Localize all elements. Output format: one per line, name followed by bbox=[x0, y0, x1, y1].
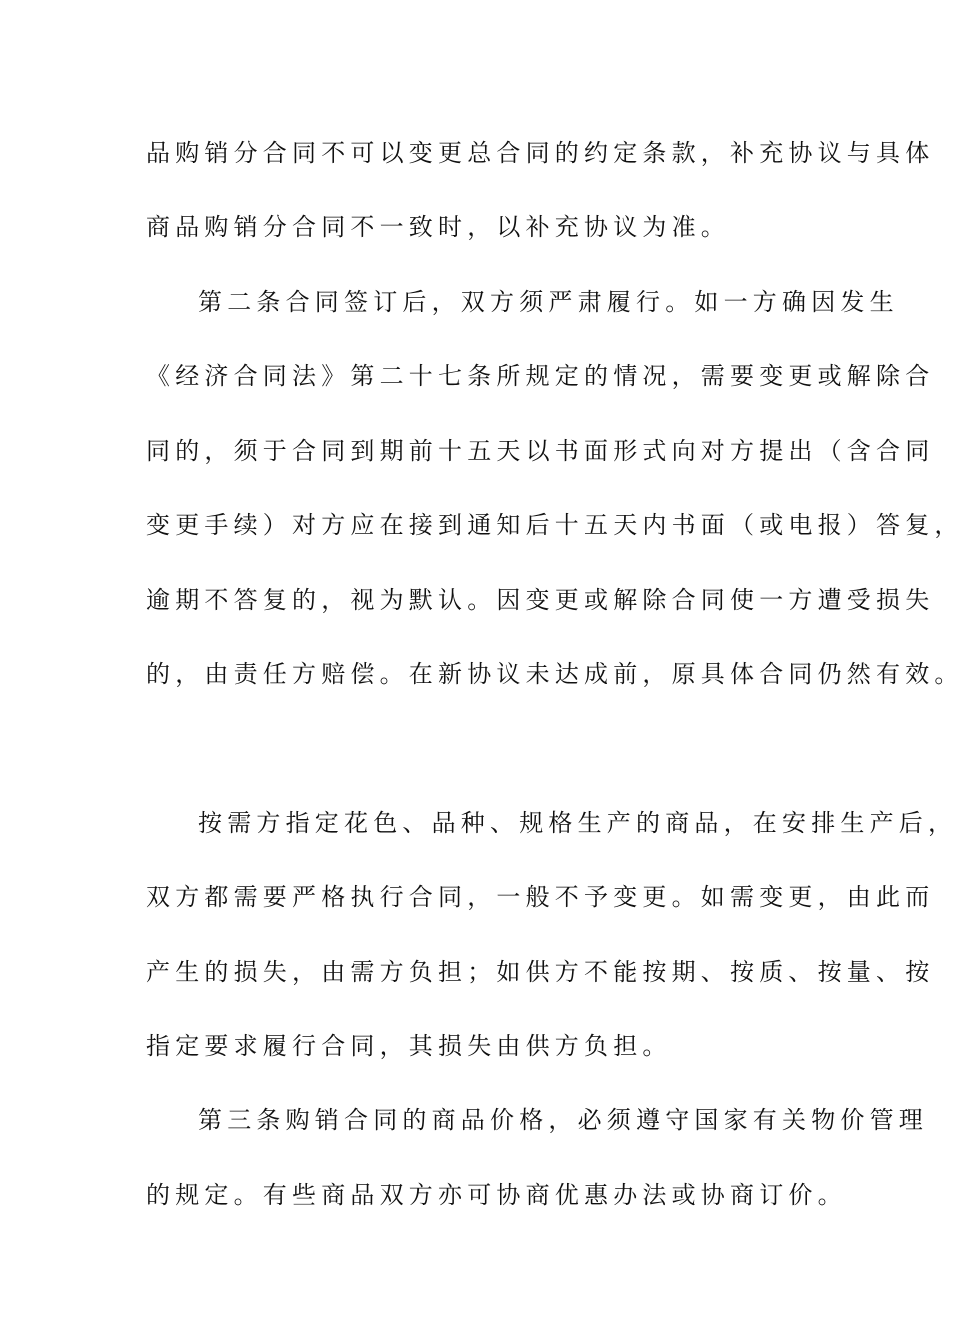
text-line-4: 《经济合同法》第二十七条所规定的情况，需要变更或解除合 bbox=[146, 362, 935, 390]
text-line-10: 双方都需要严格执行合同，一般不予变更。如需变更，由此而 bbox=[146, 883, 935, 911]
text-line-5: 同的，须于合同到期前十五天以书面形式向对方提出（含合同 bbox=[146, 437, 935, 465]
text-line-7: 逾期不答复的，视为默认。因变更或解除合同使一方遭受损失 bbox=[146, 586, 935, 614]
text-line-2: 商品购销分合同不一致时，以补充协议为准。 bbox=[146, 213, 730, 241]
text-line-6: 变更手续）对方应在接到通知后十五天内书面（或电报）答复， bbox=[146, 511, 964, 539]
text-line-8: 的，由责任方赔偿。在新协议未达成前，原具体合同仍然有效。 bbox=[146, 660, 964, 688]
text-line-1: 品购销分合同不可以变更总合同的约定条款，补充协议与具体 bbox=[146, 139, 935, 167]
text-line-14: 的规定。有些商品双方亦可协商优惠办法或协商订价。 bbox=[146, 1181, 847, 1209]
text-line-12: 指定要求履行合同，其损失由供方负担。 bbox=[146, 1032, 672, 1060]
text-line-3: 第二条合同签订后，双方须严肃履行。如一方确因发生 bbox=[198, 288, 899, 316]
text-line-13: 第三条购销合同的商品价格，必须遵守国家有关物价管理 bbox=[198, 1106, 928, 1134]
text-line-11: 产生的损失，由需方负担；如供方不能按期、按质、按量、按 bbox=[146, 958, 935, 986]
text-line-9: 按需方指定花色、品种、规格生产的商品，在安排生产后， bbox=[198, 809, 958, 837]
